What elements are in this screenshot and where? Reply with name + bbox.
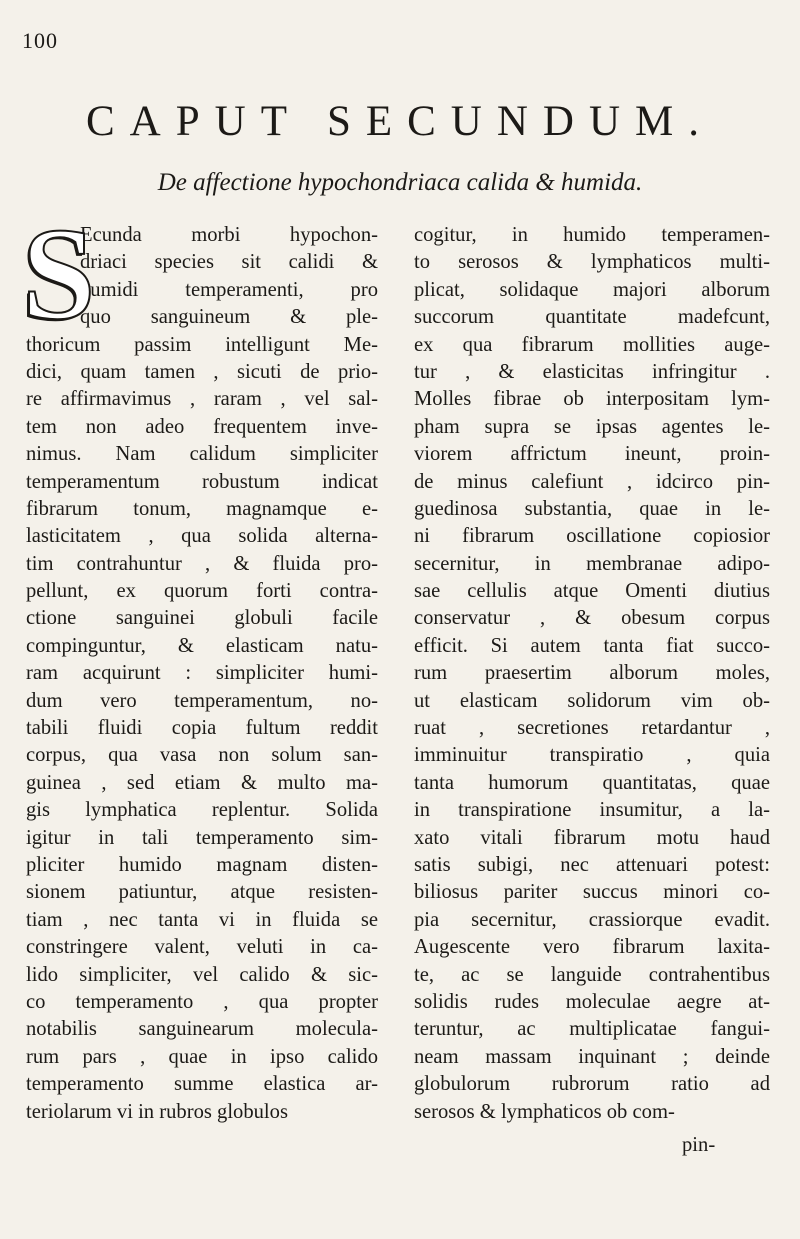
- right-column: [414, 222, 770, 1126]
- text-line: rum pars , quae in ipso calido: [26, 1045, 378, 1068]
- chapter-subheading: De affectione hypochondriaca calida & humida.: [157, 169, 643, 196]
- text-line: nimus. Nam calidum simpliciter: [26, 443, 378, 466]
- text-line: rum praesertim alborum moles,: [414, 662, 770, 685]
- text-line: xato vitali fibrarum motu haud: [414, 826, 770, 849]
- text-line: in transpiratione insumitur, a la-: [414, 799, 770, 822]
- text-line: temperamento summe elastica ar-: [26, 1073, 378, 1096]
- text-line: cogitur, in humido temperamen-: [414, 224, 770, 246]
- text-line: efficit. Si autem tanta fiat succo-: [414, 634, 770, 657]
- text-line: biliosus pariter succus minori co-: [414, 881, 770, 904]
- catchword: pin-: [682, 1134, 716, 1156]
- text-line: compinguntur, & elasticam natu-: [26, 634, 378, 657]
- text-line: tiam , nec tanta vi in fluida se: [26, 908, 378, 931]
- text-line: serosos & lymphaticos ob com-: [414, 1100, 675, 1123]
- text-line: Molles fibrae ob interpositam lym-: [414, 388, 770, 411]
- text-line: constringere valent, veluti in ca-: [26, 936, 378, 959]
- text-line: lasticitatem , qua solida alterna-: [26, 525, 378, 548]
- page-number: 100: [22, 28, 58, 53]
- text-line: solidis rudes moleculae aegre at-: [414, 990, 770, 1013]
- text-line: teriolarum vi in rubros globulos: [26, 1100, 288, 1123]
- text-line: ctione sanguinei globuli facile: [26, 607, 378, 630]
- text-line: ut elasticam solidorum vim ob-: [414, 689, 770, 712]
- text-line: gis lymphatica replentur. Solida: [26, 799, 378, 822]
- text-line: satis subigi, nec attenuari potest:: [414, 853, 770, 876]
- text-line: succorum quantitate madefcunt,: [414, 306, 770, 329]
- text-line: pia secernitur, crassiorque evadit.: [414, 908, 770, 931]
- text-line: ex qua fibrarum mollities auge-: [414, 333, 770, 356]
- text-line: ram acquirunt : simpliciter humi-: [26, 662, 378, 685]
- text-line: ruat , secretiones retardantur ,: [414, 717, 770, 740]
- left-column-text: [26, 222, 378, 1126]
- text-line: ni fibrarum oscillatione copiosior: [414, 525, 770, 548]
- right-column-text: [414, 222, 770, 1126]
- text-line: corpus, qua vasa non solum san-: [26, 744, 378, 767]
- text-line: lido simpliciter, vel calido & sic-: [26, 963, 378, 986]
- text-line: sionem patiuntur, atque resisten-: [26, 881, 378, 904]
- text-line: imminuitur transpiratio , quia: [414, 744, 770, 767]
- text-line: dici, quam tamen , sicuti de prio-: [26, 360, 378, 383]
- text-line: plicat, solidaque majori alborum: [414, 278, 770, 301]
- text-line: re affirmavimus , raram , vel sal-: [26, 388, 378, 411]
- text-line: driaci species sit calidi &: [80, 251, 378, 274]
- text-line: thoricum passim intelligunt Me-: [26, 333, 378, 356]
- text-line: pellunt, ex quorum forti contra-: [26, 580, 378, 603]
- text-line: dum vero temperamentum, no-: [26, 689, 378, 712]
- text-line: notabilis sanguinearum molecula-: [26, 1018, 378, 1041]
- text-line: tur , & elasticitas infringitur .: [414, 360, 770, 383]
- text-line: Ecunda morbi hypochon-: [80, 224, 378, 246]
- chapter-heading: CAPUT SECUNDUM.: [86, 98, 714, 145]
- text-line: pliciter humido magnam disten-: [26, 853, 378, 876]
- text-line: co temperamento , qua propter: [26, 990, 378, 1013]
- left-column: [22, 200, 378, 1126]
- text-line: te, ac se languide contrahentibus: [414, 963, 770, 986]
- text-line: quo sanguineum & ple-: [80, 306, 378, 329]
- text-line: tem non adeo frequentem inve-: [26, 415, 378, 438]
- text-line: tanta humorum quantitatas, quae: [414, 771, 770, 794]
- text-line: igitur in tali temperamento sim-: [26, 826, 378, 849]
- text-line: tabili fluidi copia fultum reddit: [26, 717, 378, 740]
- text-line: globulorum rubrorum ratio ad: [414, 1073, 770, 1096]
- text-line: humidi temperamenti, pro: [80, 278, 378, 301]
- text-line: sae cellulis atque Omenti diutius: [414, 580, 770, 603]
- text-line: conservatur , & obesum corpus: [414, 607, 770, 630]
- text-line: secernitur, in membranae adipo-: [414, 552, 770, 575]
- text-line: guedinosa substantia, quae in le-: [414, 497, 770, 520]
- text-line: fibrarum tonum, magnamque e-: [26, 497, 378, 520]
- text-line: temperamentum robustum indicat: [26, 470, 378, 493]
- decorative-initial: S: [22, 200, 96, 347]
- text-line: neam massam inquinant ; deinde: [414, 1045, 770, 1068]
- text-line: de minus calefiunt , idcirco pin-: [414, 470, 770, 493]
- text-line: guinea , sed etiam & multo ma-: [26, 771, 378, 794]
- text-line: viorem affrictum ineunt, proin-: [414, 443, 770, 466]
- text-line: pham supra se ipsas agentes le-: [414, 415, 770, 438]
- text-line: to serosos & lymphaticos multi-: [414, 251, 770, 274]
- text-line: Augescente vero fibrarum laxita-: [414, 936, 770, 959]
- text-line: tim contrahuntur , & fluida pro-: [26, 552, 378, 575]
- text-line: teruntur, ac multiplicatae fangui-: [414, 1018, 770, 1041]
